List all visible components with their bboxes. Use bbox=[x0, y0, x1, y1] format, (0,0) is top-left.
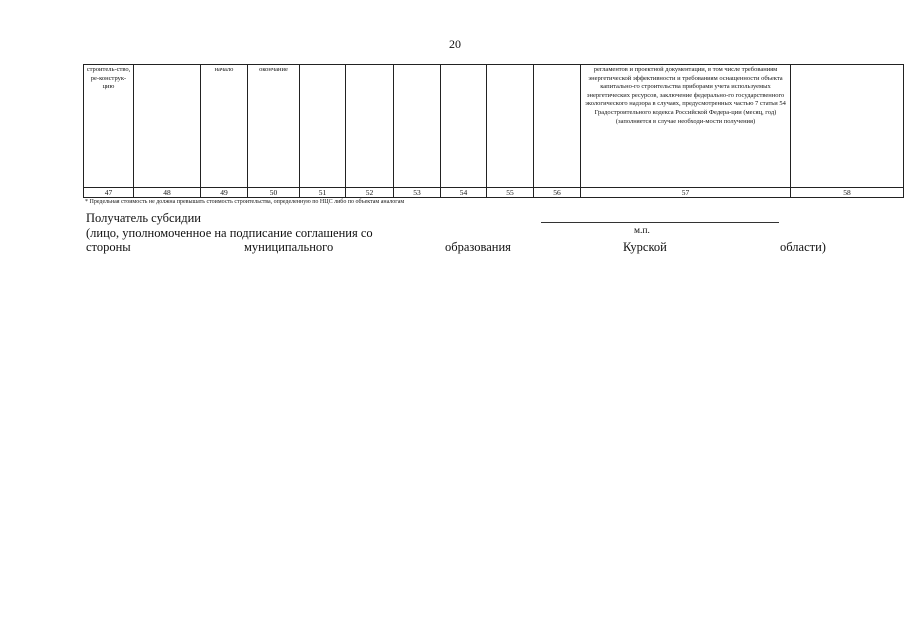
table-cell bbox=[441, 65, 487, 188]
column-number-row bbox=[84, 188, 904, 198]
table-cell bbox=[134, 65, 201, 188]
table-cell: начало bbox=[201, 65, 248, 188]
signature-description: (лицо, уполномоченное на подписание соглашения со bbox=[86, 226, 373, 240]
column-number: 50 bbox=[248, 188, 300, 198]
signature-word: Курской bbox=[623, 240, 667, 254]
signature-word: образования bbox=[445, 240, 511, 254]
column-number: 48 bbox=[134, 188, 201, 198]
stamp-label: м.п. bbox=[634, 226, 650, 236]
signature-word: муниципального bbox=[244, 240, 334, 254]
column-number: 55 bbox=[487, 188, 534, 198]
signature-title: Получатель субсидии bbox=[86, 211, 201, 225]
signature-line bbox=[541, 222, 779, 223]
column-number: 52 bbox=[346, 188, 394, 198]
table-cell: регламентов и проектной документации, в том числе требованиям энергетической эффективности и требованиям оснащенности объекта капитально-го строительства приборами учета используемых энергетических ресурсов, заключение федерально-го государственного экологического надзора в случаях, предусмотренных частью 7 статьи 54 Градостроительного кодекса Российской Федера-ции (месяц, год) (заполняется в случае необходи-мости получения) bbox=[581, 65, 791, 188]
column-number: 56 bbox=[534, 188, 581, 198]
table-cell bbox=[300, 65, 346, 188]
column-number: 57 bbox=[581, 188, 791, 198]
table-cell bbox=[487, 65, 534, 188]
signature-word: области) bbox=[780, 240, 826, 254]
table-cell bbox=[791, 65, 904, 188]
footnote: * Предельная стоимость не должна превышать стоимость строительства, определенную по НЦС либо по объектам аналогам bbox=[85, 199, 405, 205]
table-cell: строитель-ство, ре-конструк-цию bbox=[84, 65, 134, 188]
table-body-row bbox=[84, 65, 904, 188]
page-number: 20 bbox=[449, 37, 461, 51]
table-cell bbox=[346, 65, 394, 188]
column-number: 58 bbox=[791, 188, 904, 198]
signature-word: стороны bbox=[86, 240, 131, 254]
column-number: 51 bbox=[300, 188, 346, 198]
form-table bbox=[83, 64, 904, 198]
column-number: 53 bbox=[394, 188, 441, 198]
column-number: 54 bbox=[441, 188, 487, 198]
table-cell bbox=[394, 65, 441, 188]
table-cell: окончание bbox=[248, 65, 300, 188]
table-cell bbox=[534, 65, 581, 188]
column-number: 49 bbox=[201, 188, 248, 198]
column-number: 47 bbox=[84, 188, 134, 198]
